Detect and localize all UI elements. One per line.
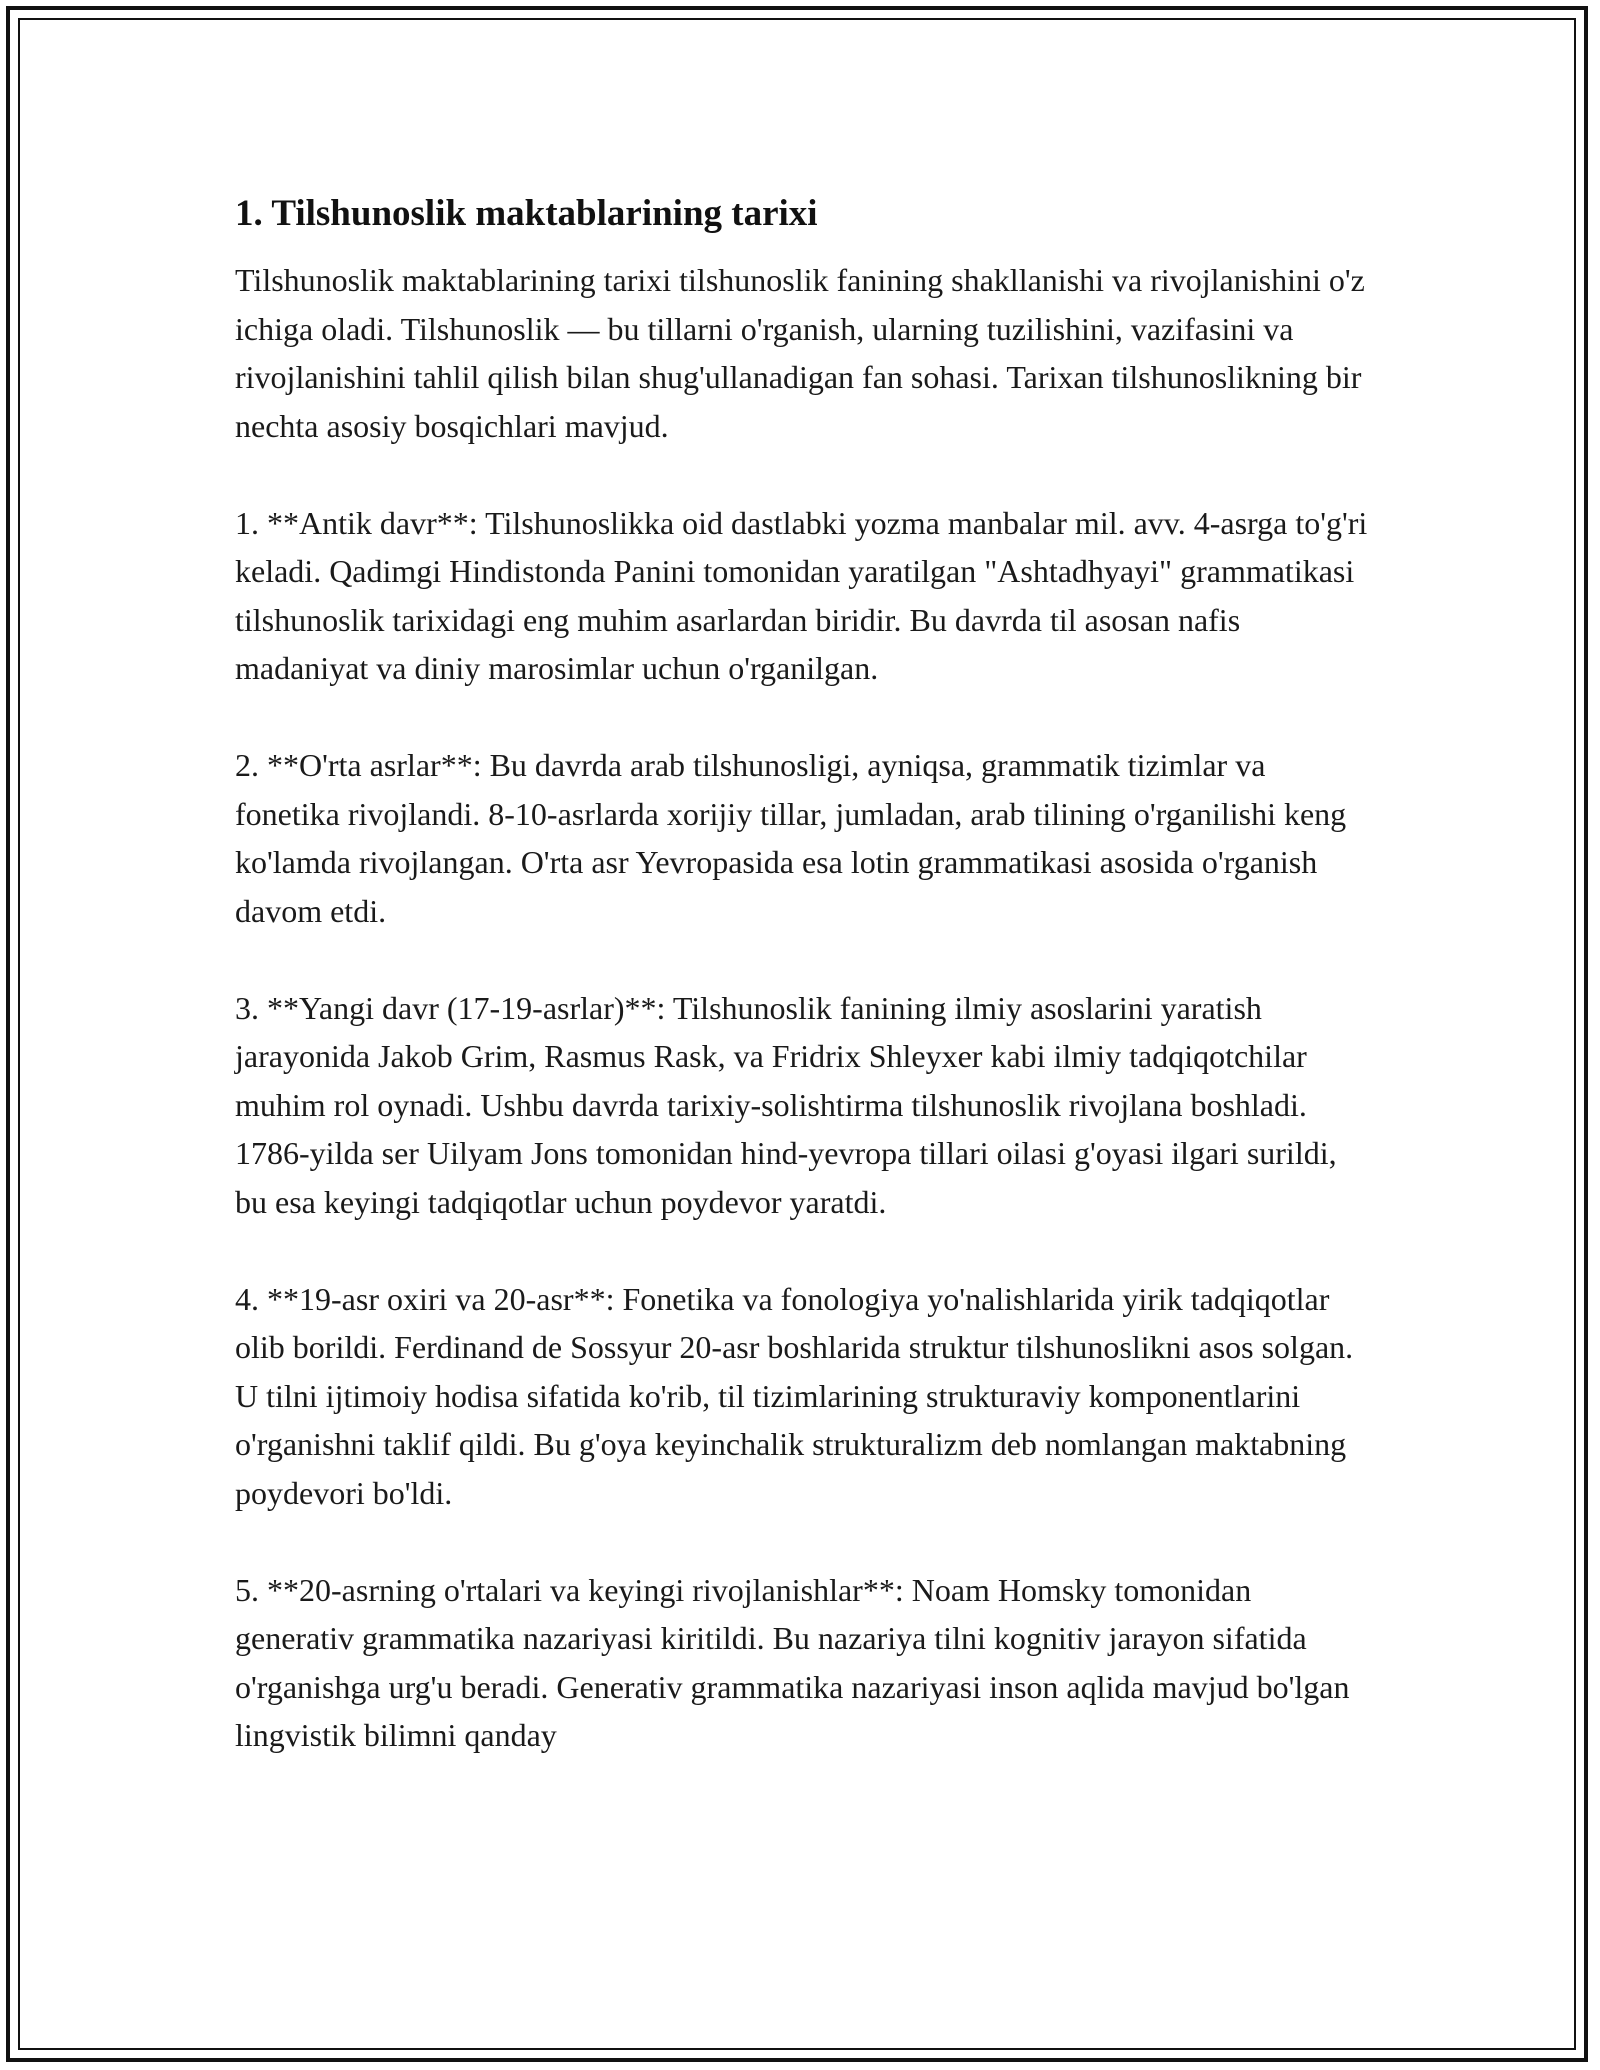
paragraph-19-20-asr: 4. **19-asr oxiri va 20-asr**: Fonetika va fonologiya yo'nalishlarida yirik tadqiqotlar olib borildi. Ferdinand de Sossyur 20-asr boshlarida struktur tilshunoslikni asos solgan. U tilni ijtimoiy hodisa sifatida ko'rib, til tizimlarining strukturaviy komponentlarini o'rganishni taklif qildi. Bu g'oya keyinchalik strukturalizm deb nomlangan maktabning poydevori bo'ldi. — [235, 1280, 1354, 1511]
paragraph-yangi-davr: 3. **Yangi davr (17-19-asrlar)**: Tilshunoslik fanining ilmiy asoslarini yaratish jarayonida Jakob Grim, Rasmus Rask, va Fridrix Shleyxer kabi ilmiy tadqiqotchilar muhim rol oynadi. Ushbu davrda tarixiy-solishtirma tilshunoslik rivojlana boshladi. 1786-yilda ser Uilyam Jons tomonidan hind-yevropa tillari oilasi g'oyasi ilgari surildi, bu esa keyingi tadqiqotlar uchun poydevor yaratdi. — [235, 989, 1337, 1220]
paragraph-intro: Tilshunoslik maktablarining tarixi tilshunoslik fanining shakllanishi va rivojlanishini o'z ichiga oladi. Tilshunoslik — bu tillarni o'rganish, ularning tuzilishini, vazifasini va rivojlanishini tahlil qilish bilan shug'ullanadigan fan sohasi. Tarixan tilshunoslikning bir nechta asosiy bosqichlari mavjud. — [235, 262, 1365, 444]
paragraph-20-asr-ortalari: 5. **20-asrning o'rtalari va keyingi rivojlanishlar**: Noam Homsky tomonidan generativ grammatika nazariyasi kiritildi. Bu nazariya tilni kognitiv jarayon sifatida o'rganishga urg'u beradi. Generativ grammatika nazariyasi inson aqlida mavjud bo'lgan lingvistik bilimni qanday — [235, 1571, 1350, 1753]
paragraph-orta-asrlar: 2. **O'rta asrlar**: Bu davrda arab tilshunosligi, ayniqsa, grammatik tizimlar va fonetika rivojlandi. 8-10-asrlarda xorijiy tillar, jumladan, arab tilining o'rganilishi keng ko'lamda rivojlangan. O'rta asr Yevropasida esa lotin grammatikasi asosida o'rganish davom etdi. — [235, 747, 1347, 929]
paragraph-antik-davr: 1. **Antik davr**: Tilshunoslikka oid dastlabki yozma manbalar mil. avv. 4-asrga to'g'ri keladi. Qadimgi Hindistonda Panini tomonidan yaratilgan "Ashtadhyayi" grammatikasi tilshunoslik tarixidagi eng muhim asarlardan biridir. Bu davrda til asosan nafis madaniyat va diniy marosimlar uchun o'rganilgan. — [235, 504, 1368, 686]
page-title: 1. Tilshunoslik maktablarining tarixi — [235, 193, 818, 234]
document-body — [235, 188, 1370, 1760]
